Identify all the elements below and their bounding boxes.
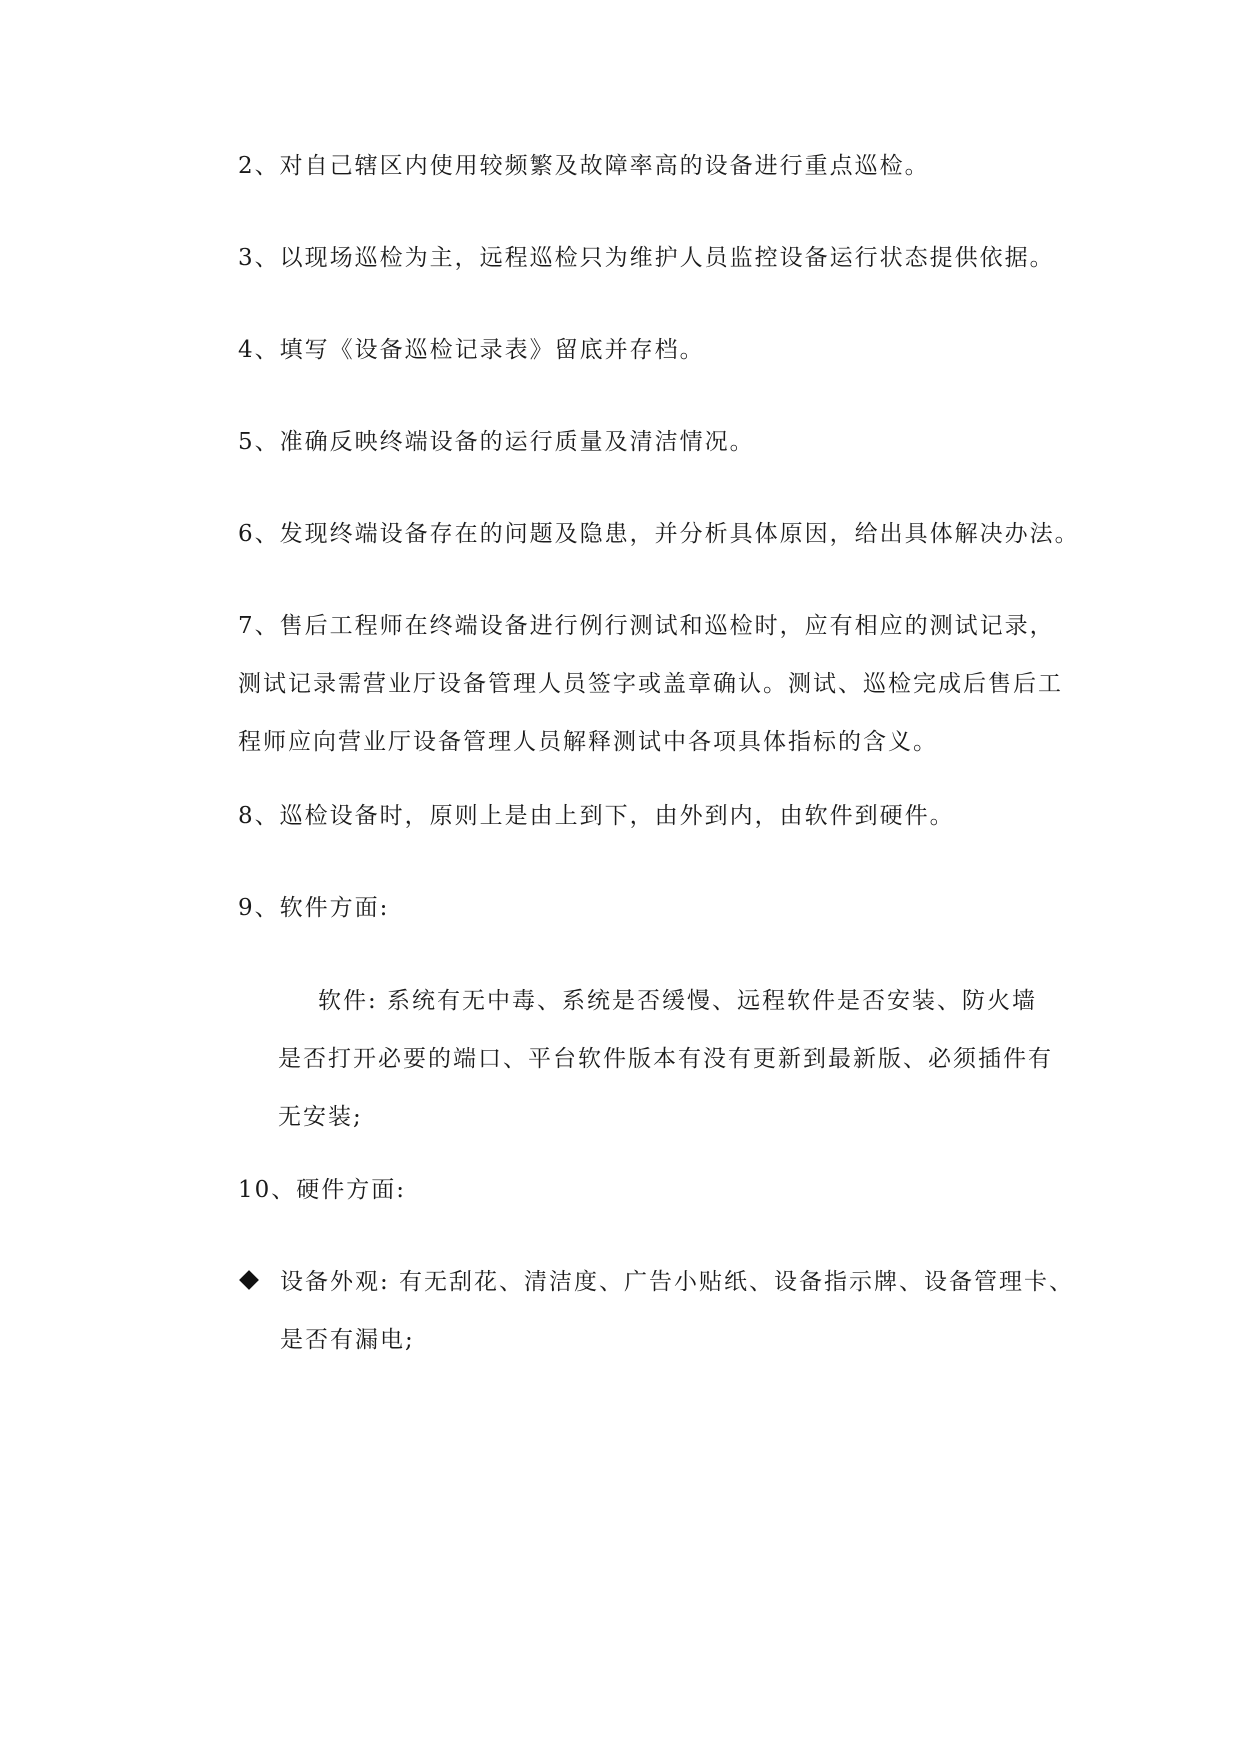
- software-detail-line-3: 无安装;: [278, 1104, 363, 1130]
- item-9-heading: [238, 879, 1058, 937]
- item-3: [238, 229, 1058, 287]
- hardware-bullet-line-1: 设备外观: 有无刮花、清洁度、广告小贴纸、设备指示牌、设备管理卡、: [280, 1269, 1075, 1295]
- item-6-line: 6、发现终端设备存在的问题及隐患，并分析具体原因，给出具体解决办法。: [238, 521, 1080, 547]
- item-7-line-3: 程师应向营业厅设备管理人员解释测试中各项具体指标的含义。: [238, 729, 938, 755]
- item-2-line: 2、对自己辖区内使用较频繁及故障率高的设备进行重点巡检。: [238, 153, 930, 179]
- software-detail-line-2: 是否打开必要的端口、平台软件版本有没有更新到最新版、必须插件有: [278, 1046, 1053, 1072]
- item-9-line: 9、软件方面:: [238, 895, 390, 921]
- hardware-bullet-text: [280, 1253, 1074, 1369]
- item-7-line-2: 测试记录需营业厅设备管理人员签字或盖章确认。测试、巡检完成后售后工: [238, 671, 1063, 697]
- item-10-line: 10、硬件方面:: [238, 1177, 407, 1203]
- item-5-line: 5、准确反映终端设备的运行质量及清洁情况。: [238, 429, 755, 455]
- item-7-line-1: 7、售后工程师在终端设备进行例行测试和巡检时，应有相应的测试记录，: [238, 613, 1055, 639]
- item-4: [238, 321, 1058, 379]
- item-8-line: 8、巡检设备时，原则上是由上到下，由外到内，由软件到硬件。: [238, 803, 955, 829]
- item-3-line: 3、以现场巡检为主，远程巡检只为维护人员监控设备运行状态提供依据。: [238, 245, 1055, 271]
- item-4-line: 4、填写《设备巡检记录表》留底并存档。: [238, 337, 705, 363]
- item-10-heading: [238, 1161, 1058, 1219]
- item-8: [238, 787, 1058, 845]
- software-detail: [278, 972, 1058, 1146]
- item-2: [238, 137, 1058, 195]
- software-detail-line-1: 软件: 系统有无中毒、系统是否缓慢、远程软件是否安装、防火墙: [318, 988, 1038, 1014]
- hardware-bullet-line-2: 是否有漏电;: [280, 1327, 415, 1353]
- diamond-bullet-icon: [239, 1270, 259, 1290]
- item-5: [238, 413, 1058, 471]
- item-7: [238, 597, 1063, 771]
- item-6: [238, 505, 1080, 563]
